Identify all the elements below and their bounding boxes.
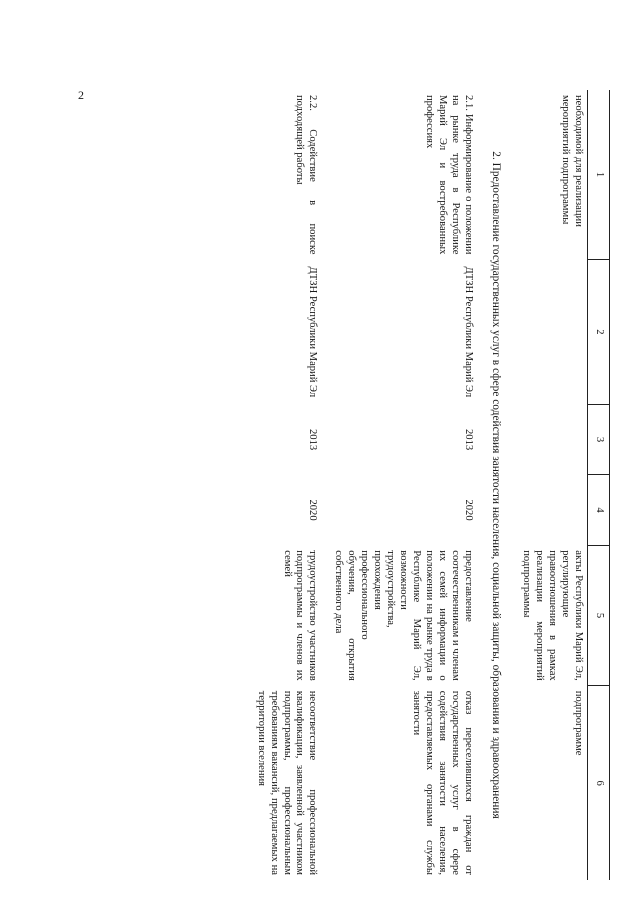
row2-col6: несоответствие профессиональной квалификации, заявленной участником подпрограммы, профессиональным требованиям вакансий, предлагаемых на территории вселения xyxy=(255,690,319,875)
page-number: 2 xyxy=(78,88,84,102)
section-title: 2. Предоставление государственных услуг в сфере содействия занятости населения, социальной защиты, образования и здравоохранения xyxy=(490,151,503,819)
section-row xyxy=(477,90,517,880)
row1-col5: предоставление соотечественникам и членам их семей информации о положении на рынке труда в Республике Марий Эл, возможности трудоустройства, прохождения профессионального обучения, открытия собственного дела xyxy=(333,550,474,681)
row1-col2: ДТЗН Республики Марий Эл xyxy=(462,266,474,398)
row1-col3: 2013 xyxy=(462,428,474,451)
row2-col2: ДТЗН Республики Марий Эл xyxy=(307,266,319,398)
table-row xyxy=(328,90,476,880)
row2-col3: 2013 xyxy=(307,428,319,451)
col-header-4: 4 xyxy=(588,475,610,545)
col-header-5: 5 xyxy=(588,545,610,685)
row0-col6: подпрограмме xyxy=(573,690,585,756)
row1-col4: 2020 xyxy=(462,499,474,521)
row2-col4: 2020 xyxy=(307,499,319,521)
table-header-row xyxy=(588,90,610,880)
row1-col1: 2.1. Информирование о положении на рынке труда в Республике Марий Эл и востребованных профессиях xyxy=(423,95,474,255)
row2-col1: 2.2. Содействие в поиске подходящей работы xyxy=(294,95,319,255)
table-row xyxy=(251,90,329,880)
col-header-2: 2 xyxy=(588,259,610,404)
row0-col1: необходимой для реализации мероприятий подпрограммы xyxy=(560,95,585,227)
col-header-3: 3 xyxy=(588,404,610,474)
measures-table xyxy=(251,90,610,880)
rotated-page-content xyxy=(90,90,610,880)
col-header-6: 6 xyxy=(588,686,610,880)
row2-col5: трудоустройство участников подпрограммы и членов их семей xyxy=(281,550,319,681)
table-row xyxy=(516,90,587,880)
row1-col6: отказ переселившихся граждан от государственных услуг в сфере содействия занятости населения, предоставляемых органами службы занятости xyxy=(410,690,474,875)
col-header-1: 1 xyxy=(588,90,610,259)
row0-col5: акты Республики Марий Эл, регулирующие правоотношения в рамках реализации мероприятий подпрограммы xyxy=(521,550,585,681)
